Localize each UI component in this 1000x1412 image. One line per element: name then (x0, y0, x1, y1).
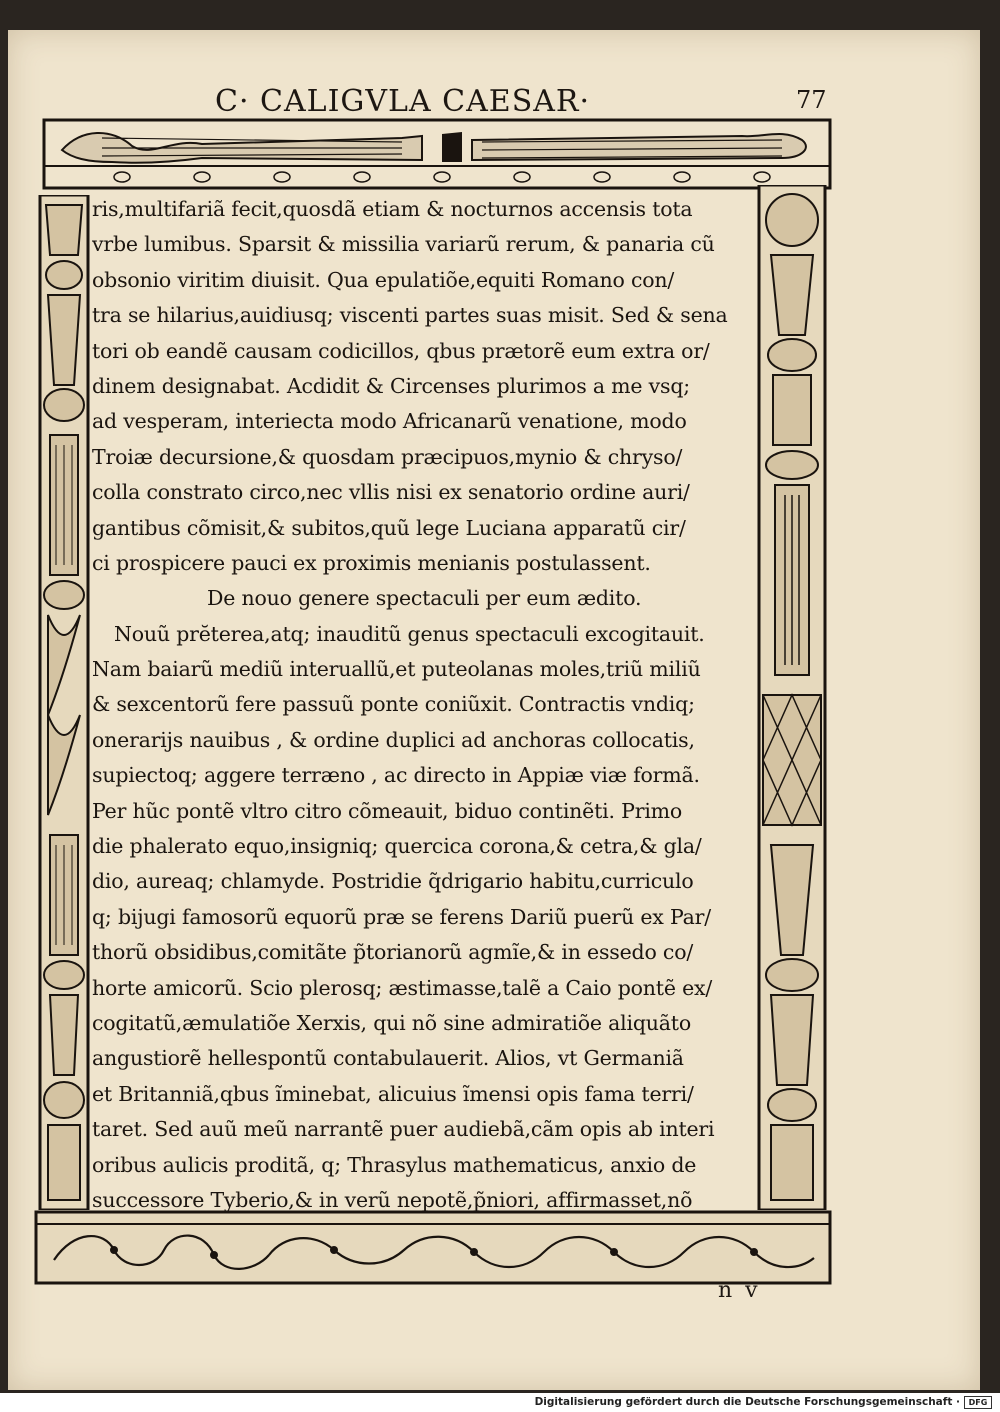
running-head: C· CALIGVLA CAESAR· (215, 84, 591, 119)
text-line: q; bijugi famosorũ equorũ præ se ferens Dariũ puerũ ex Par/ (92, 904, 711, 929)
text-line: Nam baiarũ mediũ interuallũ,et puteolanas moles,triũ miliũ (92, 657, 701, 682)
text-line: successore Tyberio,& in verũ nepotẽ,p̃niori, affirmasset,nõ (92, 1187, 693, 1212)
text-line: gantibus cõmisit,& subitos,quũ lege Luciana apparatũ cir/ (92, 515, 686, 540)
text-line: dinem designabat. Acdidit & Circenses plurimos a me vsq; (92, 373, 690, 398)
woodcut-border-top (42, 118, 832, 190)
text-line: colla constrato circo,nec vllis nisi ex senatorio ordine auri/ (92, 480, 690, 505)
text-line: supiectoq; aggere terræno , ac directo in Appiæ viæ formã. (92, 763, 700, 788)
text-line: obsonio viritim diuisit. Qua epulatiõe,equiti Romano con/ (92, 267, 675, 292)
text-line: ci prospicere pauci ex proximis menianis postulassent. (92, 550, 651, 575)
text-line: vrbe lumibus. Sparsit & missilia variarũ rerum, & panaria cũ (92, 232, 715, 257)
text-line: et Britanniã,qbus ĩminebat, alicuius ĩmensi opis fama terri/ (92, 1081, 694, 1106)
text-line: thorũ obsidibus,comitãte p̃torianorũ agmĩe,& in essedo co/ (92, 940, 694, 965)
text-line: & sexcentorũ fere passuũ ponte coniũxit. Contractis vndiq; (92, 692, 695, 717)
page-number: 77 (796, 86, 827, 114)
text-line: tra se hilarius,auidiusq; viscenti partes suas misit. Sed & sena (92, 303, 728, 328)
text-line: tori ob eandẽ causam codicillos, qbus prætorẽ eum extra or/ (92, 338, 710, 363)
funding-notice: Digitalisierung gefördert durch die Deutsche Forschungsgemeinschaft · (534, 1396, 960, 1408)
signature-mark: n v (718, 1278, 761, 1303)
section-heading: De nouo genere spectaculi per eum ædito. (207, 586, 642, 611)
text-line: dio, aureaq; chlamyde. Postridie q̃drigario habitu,curriculo (92, 869, 694, 894)
text-line: Per hũc pontẽ vltro citro cõmeauit, biduo continẽti. Primo (92, 798, 683, 823)
text-line: Nouũ prĕterea,atq; inauditũ genus spectaculi excogitauit. (114, 621, 705, 646)
body-text (92, 192, 754, 1218)
text-line: taret. Sed auũ meũ narrantẽ puer audiebã,cãm opis ab interi (92, 1117, 715, 1142)
text-line: die phalerato equo,insigniq; quercica corona,& cetra,& gla/ (92, 834, 702, 859)
text-line: oribus aulicis proditã, q; Thrasylus mathematicus, anxio de (92, 1152, 697, 1177)
text-line: horte amicorũ. Scio plerosq; æstimasse,talẽ a Caio pontẽ ex/ (92, 975, 713, 1000)
text-line: ad vesperam, interiecta modo Africanarũ venatione, modo (92, 409, 687, 434)
woodcut-border-left (38, 195, 90, 1210)
text-line: ris,multifariã fecit,quosdã etiam & nocturnos accensis tota (92, 197, 693, 221)
text-line: onerarijs nauibus , & ordine duplici ad anchoras collocatis, (92, 727, 695, 752)
text-line: angustiorẽ hellespontũ contabulauerit. Alios, vt Germaniã (92, 1046, 684, 1071)
text-line: cogitatũ,æmulatiõe Xerxis, qui nõ sine admiratiõe aliquãto (92, 1010, 691, 1035)
text-line: Troiæ decursione,& quosdam præcipuos,mynio & chryso/ (92, 444, 683, 469)
woodcut-border-right (757, 185, 827, 1210)
dfg-logo: DFG (964, 1396, 992, 1409)
woodcut-border-bottom (34, 1210, 832, 1285)
